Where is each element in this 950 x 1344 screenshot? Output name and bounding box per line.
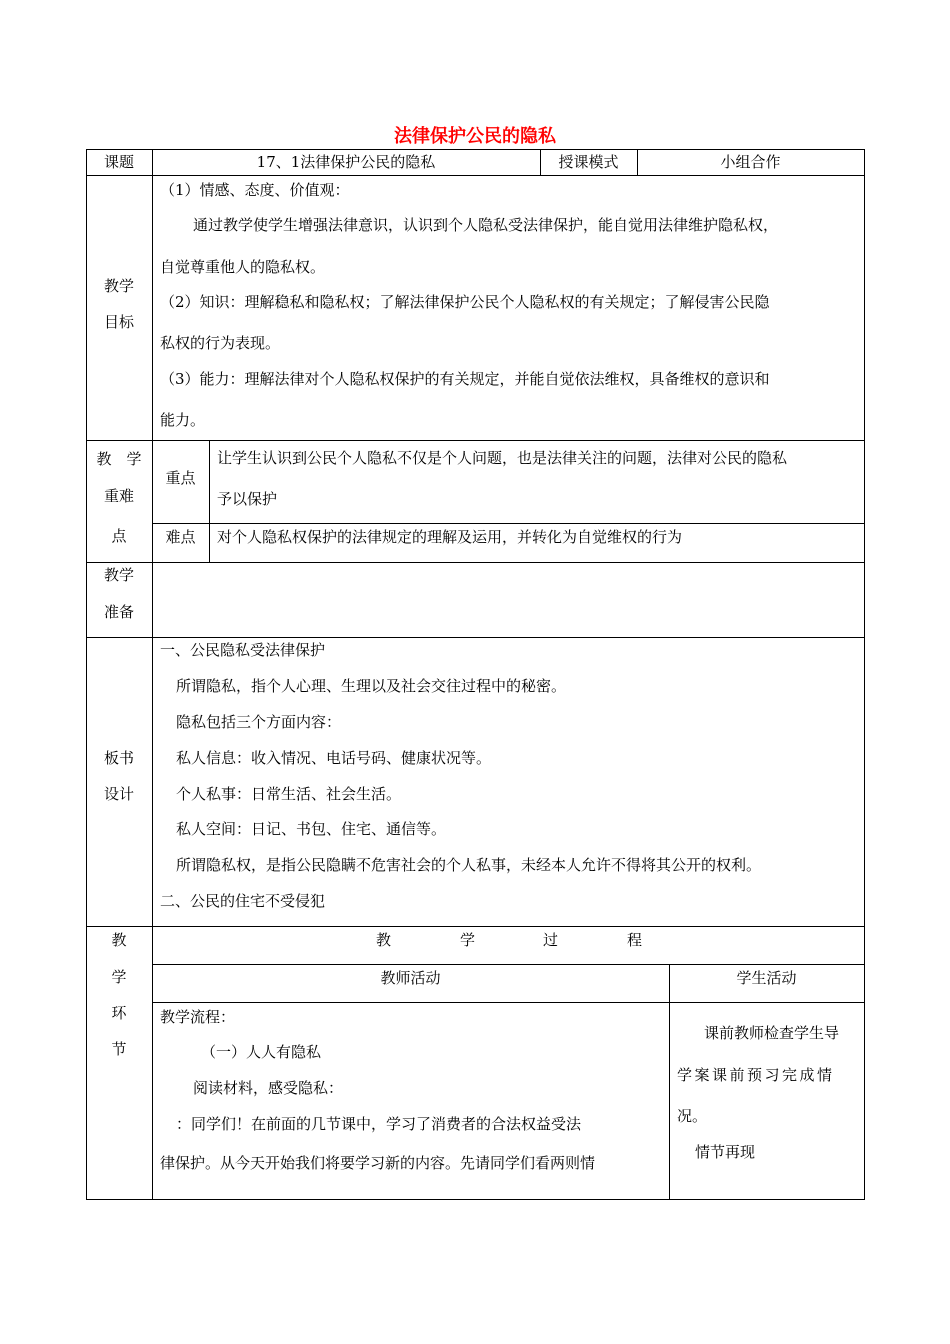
goals-line: （3）能力：理解法律对个人隐私权保护的有关规定，并能自觉依法维权，具备维权的意识和 bbox=[160, 370, 770, 388]
goals-line: （2）知识：理解稳私和隐私权；了解法律保护公民个人隐私权的有关规定；了解侵害公民隐 bbox=[160, 293, 770, 311]
goals-line: 私权的行为表现。 bbox=[160, 334, 281, 352]
focus-label: 重点 bbox=[165, 469, 196, 487]
board-line: 隐私包括三个方面内容： bbox=[176, 713, 342, 731]
teacher-line: 教学流程： bbox=[160, 1008, 236, 1026]
teacher-line: （一）人人有隐私 bbox=[201, 1043, 322, 1061]
mode-value: 小组合作 bbox=[720, 153, 781, 171]
student-activity-header: 学生活动 bbox=[736, 969, 797, 987]
goals-label-2: 目标 bbox=[103, 313, 134, 331]
board-line: 私人信息：收入情况、电话号码、健康状况等。 bbox=[176, 749, 492, 767]
board-line: 所谓隐私权，是指公民隐瞒不危害社会的个人私事，未经本人允许不得将其公开的权利。 bbox=[176, 856, 762, 874]
teacher-activity-header: 教师活动 bbox=[380, 969, 441, 987]
goals-line: 能力。 bbox=[160, 411, 206, 429]
difficulty-label: 难点 bbox=[165, 528, 196, 546]
board-line: 个人私事：日常生活、社会生活。 bbox=[176, 785, 402, 803]
student-line: 学案课前预习完成情 bbox=[677, 1066, 835, 1084]
focus-line: 予以保护 bbox=[217, 490, 278, 508]
teacher-line: 律保护。从今天开始我们将要学习新的内容。先请同学们看两则情 bbox=[160, 1154, 596, 1172]
prep-label-1: 教学 bbox=[103, 566, 134, 584]
process-side-label: 环 bbox=[111, 1004, 127, 1022]
process-header-char: 过 bbox=[543, 931, 559, 949]
student-line: 课前教师检查学生导 bbox=[704, 1024, 840, 1042]
board-line: 二、公民的住宅不受侵犯 bbox=[160, 892, 326, 910]
topic-value: 17、1法律保护公民的隐私 bbox=[256, 153, 436, 171]
mode-label: 授课模式 bbox=[558, 153, 619, 171]
board-line: 私人空间：日记、书包、住宅、通信等。 bbox=[176, 820, 447, 838]
key-label-3: 点 bbox=[111, 527, 127, 545]
process-header-char: 程 bbox=[627, 931, 643, 949]
goals-line: 通过教学使学生增强法律意识，认识到个人隐私受法律保护，能自觉用法律维护隐私权， bbox=[193, 216, 779, 234]
goals-label-1: 教学 bbox=[103, 277, 134, 295]
difficulty-text: 对个人隐私权保护的法律规定的理解及运用，并转化为自觉维权的行为 bbox=[217, 528, 683, 546]
student-line: 情节再现 bbox=[695, 1143, 756, 1161]
key-label-1: 教 学 bbox=[96, 450, 142, 468]
teacher-line: ：同学们！在前面的几节课中，学习了消费者的合法权益受法 bbox=[176, 1115, 582, 1133]
key-label-2: 重难 bbox=[103, 487, 134, 505]
process-side-label: 学 bbox=[111, 968, 127, 986]
board-label-1: 板书 bbox=[103, 749, 134, 767]
topic-label: 课题 bbox=[103, 153, 134, 171]
document-title: 法律保护公民的隐私 bbox=[394, 126, 556, 147]
focus-line: 让学生认识到公民个人隐私不仅是个人问题，也是法律关注的问题，法律对公民的隐私 bbox=[217, 449, 788, 467]
board-line: 所谓隐私，指个人心理、生理以及社会交往过程中的秘密。 bbox=[176, 677, 567, 695]
board-label-2: 设计 bbox=[103, 785, 134, 803]
process-side-label: 教 bbox=[111, 931, 127, 949]
goals-line: （1）情感、态度、价值观： bbox=[160, 181, 350, 199]
board-line: 一、公民隐私受法律保护 bbox=[160, 641, 326, 659]
prep-label-2: 准备 bbox=[103, 603, 134, 621]
process-header-char: 学 bbox=[460, 931, 476, 949]
goals-line: 自觉尊重他人的隐私权。 bbox=[160, 258, 326, 276]
process-header-char: 教 bbox=[376, 931, 392, 949]
student-line: 况。 bbox=[677, 1107, 708, 1125]
process-side-label: 节 bbox=[111, 1040, 127, 1058]
teacher-line: 阅读材料，感受隐私： bbox=[193, 1079, 344, 1097]
